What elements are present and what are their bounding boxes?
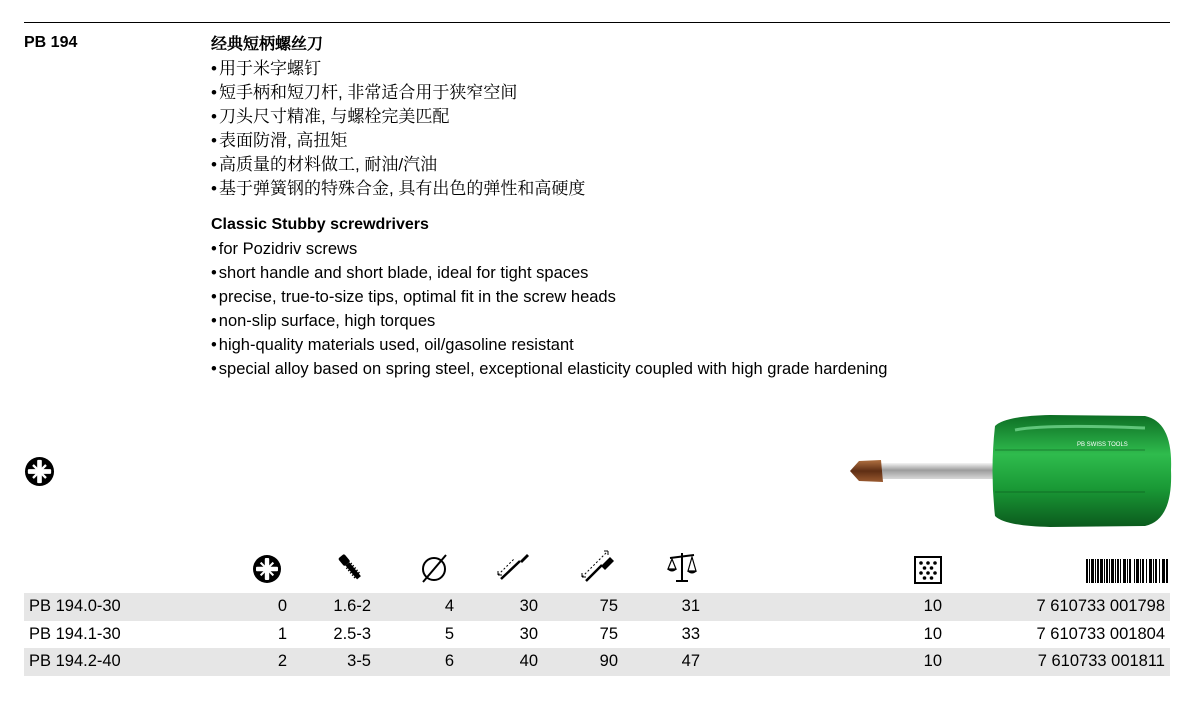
cell-article: PB 194.0-30 xyxy=(24,593,219,621)
cell-article: PB 194.2-40 xyxy=(24,648,219,676)
bullet-zh: • 短手柄和短刀杆, 非常适合用于狭窄空间 xyxy=(211,81,1151,105)
bullet-en: • for Pozidriv screws xyxy=(211,237,1151,261)
table-row xyxy=(24,648,1170,676)
cell-weight: 47 xyxy=(618,648,700,676)
bullet-en: • short handle and short blade, ideal for tight spaces xyxy=(211,261,1151,285)
cell-length: 75 xyxy=(599,624,618,643)
cell-article: PB 194.1-30 xyxy=(29,624,121,643)
english-section xyxy=(211,213,1151,381)
cell-weight: 33 xyxy=(681,624,700,643)
cell-diameter: 4 xyxy=(371,593,454,621)
bullet-en: • precise, true-to-size tips, optimal fit in the screw heads xyxy=(211,285,1151,309)
cell-pack: 10 xyxy=(700,593,942,621)
cell-weight: 31 xyxy=(618,593,700,621)
bullet-zh: • 高质量的材料做工, 耐油/汽油 xyxy=(211,153,1151,177)
cell-pack: 10 xyxy=(700,648,942,676)
cell-ean: 7 610733 001798 xyxy=(942,593,1170,621)
bullets-zh xyxy=(211,57,1151,201)
table-row xyxy=(24,621,1170,649)
bullet-zh: • 基于弹簧钢的特殊合金, 具有出色的弹性和高硬度 xyxy=(211,177,1151,201)
bullet-en: • high-quality materials used, oil/gasoline resistant xyxy=(211,333,1151,357)
top-divider xyxy=(24,22,1170,23)
cell-blade: 40 xyxy=(454,648,538,676)
cell-screw: 1.6-2 xyxy=(287,593,371,621)
cell-diameter: 5 xyxy=(444,624,454,643)
cell-blade: 30 xyxy=(519,624,538,643)
bullet-en: • special alloy based on spring steel, exceptional elasticity coupled with high grade hardening xyxy=(211,357,1151,381)
cell-pack: 10 xyxy=(923,624,942,643)
brand-text: PB SWISS TOOLS xyxy=(1077,442,1128,448)
diameter-icon xyxy=(416,549,452,585)
cell-ean: 7 610733 001804 xyxy=(1036,624,1165,643)
title-zh: 经典短柄螺丝刀 xyxy=(211,36,324,53)
pack-quantity-icon xyxy=(910,549,946,585)
cell-size: 2 xyxy=(219,648,287,676)
cell-blade: 30 xyxy=(454,593,538,621)
bullets-en xyxy=(211,237,1151,381)
cell-length: 90 xyxy=(538,648,618,676)
cell-diameter: 6 xyxy=(371,648,454,676)
bullet-zh: • 用于米字螺钉 xyxy=(211,57,1151,81)
cell-size: 1 xyxy=(277,624,287,643)
cell-screw: 2.5-3 xyxy=(333,624,371,643)
pozidriv-size-icon xyxy=(249,549,285,585)
screw-size-icon xyxy=(332,549,368,585)
weight-icon xyxy=(664,549,700,585)
pozidriv-icon xyxy=(24,456,55,487)
title-en: Classic Stubby screwdrivers xyxy=(211,216,429,233)
specs-table xyxy=(24,593,1170,676)
product-code: PB 194 xyxy=(24,34,78,51)
bullet-zh: • 刀头尺寸精准, 与螺栓完美匹配 xyxy=(211,105,1151,129)
total-length-icon xyxy=(580,549,616,585)
cell-ean: 7 610733 001811 xyxy=(942,648,1170,676)
table-row xyxy=(24,593,1170,621)
cell-length: 75 xyxy=(538,593,618,621)
screwdriver-image xyxy=(845,410,1175,532)
description-block xyxy=(211,33,1151,381)
bullet-en: • non-slip surface, high torques xyxy=(211,309,1151,333)
cell-screw: 3-5 xyxy=(287,648,371,676)
blade-length-icon xyxy=(496,549,532,585)
barcode-icon xyxy=(1086,549,1170,585)
cell-size: 0 xyxy=(219,593,287,621)
bullet-zh: • 表面防滑, 高扭矩 xyxy=(211,129,1151,153)
